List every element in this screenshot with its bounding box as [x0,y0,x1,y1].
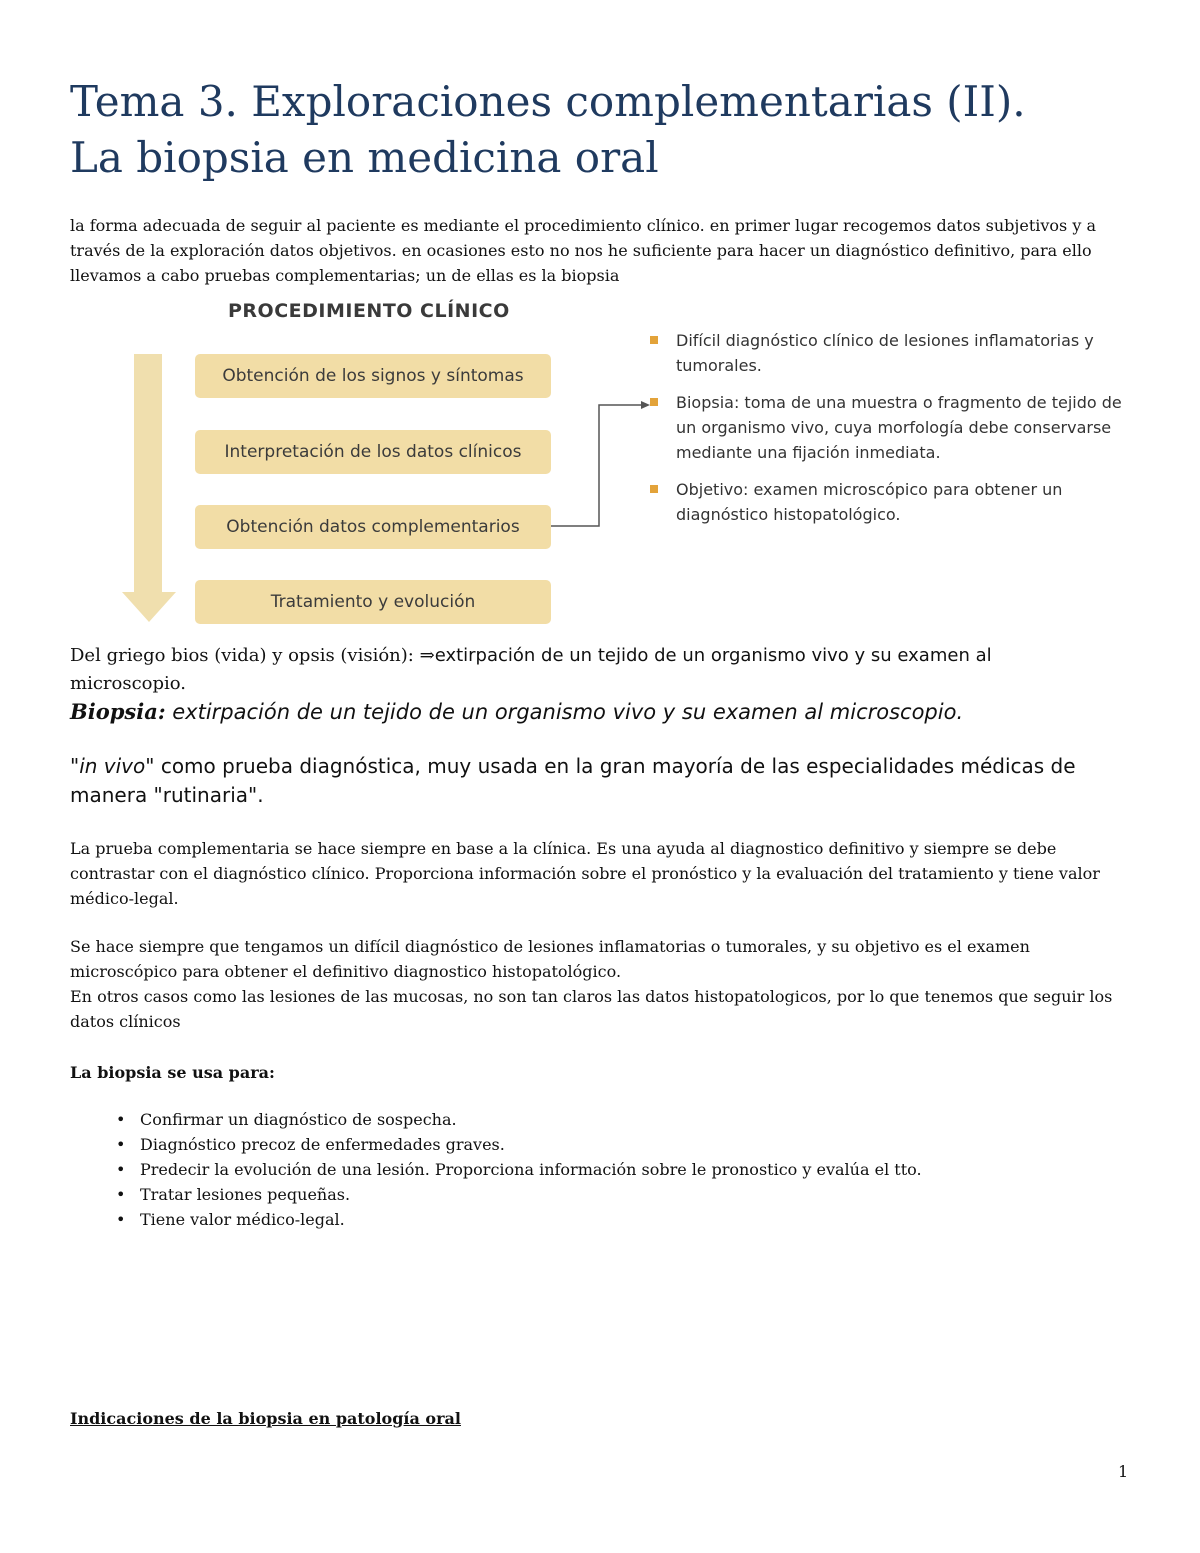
diagram-note-text: Difícil diagnóstico clínico de lesiones inflamatorias y tumorales. [676,331,1094,375]
etymology-tail: microscopio. [70,673,187,694]
diagram-note [650,328,1130,378]
in-vivo-quote: " [70,754,80,778]
flow-arrow-shaft [134,354,162,594]
diagram-note-text: Biopsia: toma de una muestra o fragmento de tejido de un organismo vivo, cuya morfología debe conservarse mediante una fijación inmediata. [676,393,1122,462]
list-item: • Diagnóstico precoz de enfermedades graves. [70,1132,1130,1157]
diagram-note [650,390,1130,465]
indications-heading: Indicaciones de la biopsia en patología oral [70,1409,461,1428]
etymology-rest: extirpación de un tejido de un organismo vivo y su examen al [434,645,992,666]
down-arrow-icon [122,592,176,622]
clinical-paragraph: La prueba complementaria se hace siempre en base a la clínica. Es una ayuda al diagnostico definitivo y siempre se debe contrastar con el diagnóstico clínico. Proporciona información sobre el pronóstico y la evaluación del tratamiento y tiene valor médico-legal. [70,839,1100,908]
step-box: Interpretación de los datos clínicos [195,430,551,474]
intro-paragraph: la forma adecuada de seguir al paciente es mediante el procedimiento clínico. en primer lugar recogemos datos subjetivos y a través de la exploración datos objetivos. en ocasiones esto no nos he suficiente para hacer un diagnóstico definitivo, para ello llevamos a cabo pruebas complementarias; un de ellas es la biopsia [70,216,1096,285]
list-item: • Tiene valor médico-legal. [70,1207,1130,1232]
square-bullet-icon [650,485,658,493]
title-line-1: Tema 3. Exploraciones complementarias (II). [70,77,1026,126]
list-item: • Confirmar un diagnóstico de sospecha. [70,1107,1130,1132]
other-cases-paragraph: En otros casos como las lesiones de las mucosas, no son tan claros las datos histopatologicos, por lo que tenemos que seguir los datos clínicos [70,987,1113,1031]
step-box: Tratamiento y evolución [195,580,551,624]
list-item: • Predecir la evolución de una lesión. Proporciona información sobre le pronostico y evalúa el tto. [70,1157,1130,1182]
in-vivo-text: " como prueba diagnóstica, muy usada en la gran mayoría de las especialidades médicas de manera "rutinaria". [70,754,1076,807]
diagram-note-text: Objetivo: examen microscópico para obtener un diagnóstico histopatológico. [676,480,1063,524]
list-item: • Tratar lesiones pequeñas. [70,1182,1130,1207]
in-vivo-paragraph [70,752,1130,810]
definition-text: extirpación de un tejido de un organismo vivo y su examen al microscopio. [165,700,964,724]
page-number: 1 [1118,1462,1129,1481]
step-box: Obtención de los signos y síntomas [195,354,551,398]
diagram-note [650,477,1130,527]
diagram-notes [650,328,1130,539]
in-vivo-term: in vivo [79,754,146,778]
definition-paragraph [70,697,1130,727]
title-line-2: La biopsia en medicina oral [70,133,659,182]
always-paragraph: Se hace siempre que tengamos un difícil diagnóstico de lesiones inflamatorias o tumorales, y su objetivo es el examen microscópico para obtener el definitivo diagnostico histopatológico. [70,937,1030,981]
step-box: Obtención datos complementarios [195,505,551,549]
etymology-prefix: Del griego bios (vida) y opsis (visión): [70,645,420,666]
square-bullet-icon [650,398,658,406]
implies-arrow-icon: ⇒ [419,645,435,666]
uses-heading: La biopsia se usa para: [70,1063,275,1082]
procedure-diagram [120,296,1130,636]
etymology-paragraph [70,642,1130,698]
page-title [70,74,1130,186]
square-bullet-icon [650,336,658,344]
uses-list [70,1107,1130,1232]
connector-arrow-icon [551,396,651,536]
diagram-title: PROCEDIMIENTO CLÍNICO [228,300,510,322]
definition-term: Biopsia: [70,699,166,724]
